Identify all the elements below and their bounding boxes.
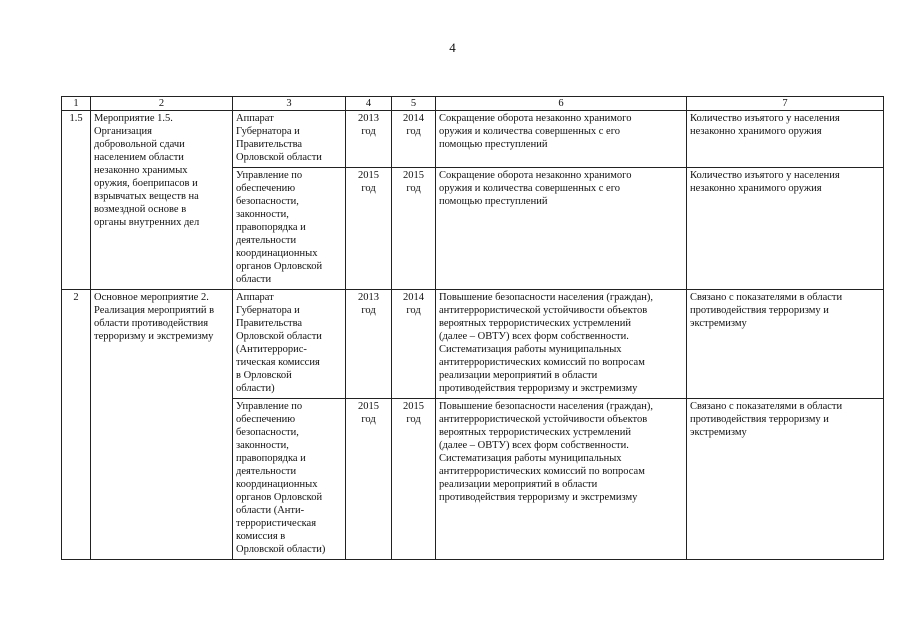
cell-text-line: противодействия терроризму и экстремизму <box>439 383 638 394</box>
executor-cell <box>233 399 346 560</box>
header-cell: 1 <box>62 97 91 111</box>
header-cell: 4 <box>346 97 392 111</box>
cell-text-line: деятельности <box>236 235 297 246</box>
cell-text-line: год <box>361 305 376 316</box>
cell-text-line: 2013 <box>358 113 379 124</box>
cell-text-line: помощью преступлений <box>439 196 548 207</box>
cell-text-line: правопорядка и <box>236 453 306 464</box>
end-year-cell <box>392 111 436 168</box>
cell-text-line: 2014 <box>403 292 424 303</box>
table-row <box>62 111 884 168</box>
start-year-cell <box>346 399 392 560</box>
cell-text-line: помощью преступлений <box>439 139 548 150</box>
header-cell: 5 <box>392 97 436 111</box>
cell-text-line: противодействия терроризму и <box>690 305 829 316</box>
result-cell <box>436 290 687 399</box>
cell-text-line: правопорядка и <box>236 222 306 233</box>
header-row <box>62 97 884 111</box>
cell-text-line: противодействия терроризму и <box>690 414 829 425</box>
cell-text-line: тическая комиссия <box>236 357 320 368</box>
row-number-cell: 1.5 <box>62 111 91 290</box>
executor-cell <box>233 290 346 399</box>
indicator-cell <box>687 111 884 168</box>
cell-text-line: (Антитеррорис- <box>236 344 307 355</box>
cell-text-line: Сокращение оборота незаконно хранимого <box>439 113 632 124</box>
cell-text-line: Количество изъятого у населения <box>690 113 840 124</box>
cell-text-line: населением области <box>94 152 184 163</box>
executor-cell <box>233 111 346 168</box>
cell-text-line: 2013 <box>358 292 379 303</box>
cell-text-line: вероятных террористических устремлений <box>439 427 631 438</box>
start-year-cell <box>346 290 392 399</box>
header-cell: 2 <box>91 97 233 111</box>
header-cell: 7 <box>687 97 884 111</box>
cell-text-line: Систематизация работы муниципальных <box>439 453 622 464</box>
cell-text-line: вероятных террористических устремлений <box>439 318 631 329</box>
cell-text-line: органов Орловской <box>236 261 323 272</box>
cell-text-line: незаконно хранимого оружия <box>690 126 822 137</box>
cell-text-line: в Орловской <box>236 370 292 381</box>
program-table <box>61 96 884 560</box>
cell-text-line: Губернатора и <box>236 126 300 137</box>
cell-text-line: Губернатора и <box>236 305 300 316</box>
cell-text-line: год <box>361 414 376 425</box>
cell-text-line: Основное мероприятие 2. <box>94 292 209 303</box>
activity-cell <box>91 290 233 560</box>
cell-text-line: Орловской области) <box>236 544 326 555</box>
cell-text-line: Управление по <box>236 401 303 412</box>
cell-text-line: экстремизму <box>690 427 747 438</box>
cell-text-line: Сокращение оборота незаконно хранимого <box>439 170 632 181</box>
cell-text-line: (далее – ОВТУ) всех форм собственности. <box>439 440 629 451</box>
cell-text-line: области противодействия <box>94 318 209 329</box>
indicator-cell <box>687 168 884 290</box>
cell-text-line: 2014 <box>403 113 424 124</box>
executor-cell <box>233 168 346 290</box>
cell-text-line: Аппарат <box>236 292 274 303</box>
cell-text-line: Систематизация работы муниципальных <box>439 344 622 355</box>
cell-text-line: террористическая <box>236 518 317 529</box>
header-cell: 3 <box>233 97 346 111</box>
cell-text-line: обеспечению <box>236 183 296 194</box>
cell-text-line: координационных <box>236 248 318 259</box>
cell-text-line: деятельности <box>236 466 297 477</box>
cell-text-line: законности, <box>236 209 289 220</box>
cell-text-line: Организация <box>94 126 152 137</box>
cell-text-line: Орловской области <box>236 331 322 342</box>
cell-text-line: антитеррористических комиссий по вопросам <box>439 466 645 477</box>
cell-text-line: год <box>406 126 421 137</box>
cell-text-line: координационных <box>236 479 318 490</box>
cell-text-line: оружия, боеприпасов и <box>94 178 198 189</box>
cell-text-line: органы внутренних дел <box>94 217 200 228</box>
cell-text-line: незаконно хранимого оружия <box>690 183 822 194</box>
cell-text-line: Повышение безопасности населения (граждан), <box>439 292 654 303</box>
cell-text-line: Правительства <box>236 139 303 150</box>
cell-text-line: Количество изъятого у населения <box>690 170 840 181</box>
cell-text-line: безопасности, <box>236 427 299 438</box>
cell-text-line: области (Анти- <box>236 505 305 516</box>
cell-text-line: Реализация мероприятий в <box>94 305 215 316</box>
cell-text-line: взрывчатых веществ на <box>94 191 199 202</box>
end-year-cell <box>392 290 436 399</box>
cell-text-line: год <box>361 126 376 137</box>
cell-text-line: возмездной основе в <box>94 204 187 215</box>
header-cell: 6 <box>436 97 687 111</box>
cell-text-line: Мероприятие 1.5. <box>94 113 173 124</box>
end-year-cell <box>392 399 436 560</box>
indicator-cell <box>687 290 884 399</box>
cell-text-line: Аппарат <box>236 113 274 124</box>
cell-text-line: оружия и количества совершенных с его <box>439 126 621 137</box>
start-year-cell <box>346 168 392 290</box>
cell-text-line: органов Орловской <box>236 492 323 503</box>
cell-text-line: добровольной сдачи <box>94 139 185 150</box>
cell-text-line: антитеррористической устойчивости объектов <box>439 414 648 425</box>
cell-text-line: 2015 <box>358 170 379 181</box>
cell-text-line: области <box>236 274 272 285</box>
cell-text-line: незаконно хранимых <box>94 165 188 176</box>
cell-text-line: экстремизму <box>690 318 747 329</box>
cell-text-line: реализации мероприятий в области <box>439 370 598 381</box>
cell-text-line: 2015 <box>403 170 424 181</box>
cell-text-line: Повышение безопасности населения (граждан), <box>439 401 654 412</box>
cell-text-line: год <box>406 183 421 194</box>
cell-text-line: год <box>361 183 376 194</box>
result-cell <box>436 168 687 290</box>
page-number: 4 <box>449 40 456 55</box>
cell-text-line: законности, <box>236 440 289 451</box>
cell-text-line: противодействия терроризму и экстремизму <box>439 492 638 503</box>
cell-text-line: год <box>406 305 421 316</box>
cell-text-line: год <box>406 414 421 425</box>
cell-text-line: безопасности, <box>236 196 299 207</box>
result-cell <box>436 111 687 168</box>
start-year-cell <box>346 111 392 168</box>
cell-text-line: области) <box>236 383 275 394</box>
result-cell <box>436 399 687 560</box>
cell-text-line: Связано с показателями в области <box>690 401 843 412</box>
cell-text-line: реализации мероприятий в области <box>439 479 598 490</box>
row-number-cell: 2 <box>62 290 91 560</box>
cell-text-line: Правительства <box>236 318 303 329</box>
cell-text-line: Орловской области <box>236 152 322 163</box>
cell-text-line: 2015 <box>358 401 379 412</box>
cell-text-line: комиссия в <box>236 531 286 542</box>
cell-text-line: оружия и количества совершенных с его <box>439 183 621 194</box>
cell-text-line: терроризму и экстремизму <box>94 331 214 342</box>
cell-text-line: (далее – ОВТУ) всех форм собственности. <box>439 331 629 342</box>
cell-text-line: обеспечению <box>236 414 296 425</box>
indicator-cell <box>687 399 884 560</box>
cell-text-line: Управление по <box>236 170 303 181</box>
end-year-cell <box>392 168 436 290</box>
cell-text-line: 2015 <box>403 401 424 412</box>
cell-text-line: антитеррористической устойчивости объектов <box>439 305 648 316</box>
table-row <box>62 290 884 399</box>
cell-text-line: антитеррористических комиссий по вопросам <box>439 357 645 368</box>
cell-text-line: Связано с показателями в области <box>690 292 843 303</box>
activity-cell <box>91 111 233 290</box>
